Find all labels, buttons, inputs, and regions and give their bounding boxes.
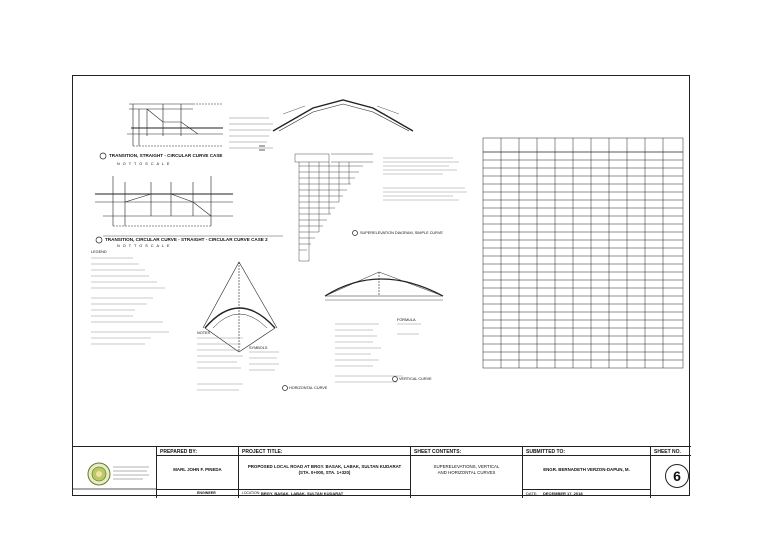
sheet-contents-cell	[411, 447, 523, 498]
prepared-by-label: PREPARED BY:	[160, 449, 198, 455]
project-title-line2: (STA. 0+000, STA. 1+320)	[298, 470, 351, 475]
project-title-line1: PROPOSED LOCAL ROAD AT BRGY. BASAK, LABAK, SULTAN KUDARAT	[247, 464, 402, 469]
horizontal-curve-figure	[203, 262, 277, 352]
logo-cell	[73, 447, 157, 498]
drawing-area	[73, 76, 691, 446]
project-title-label: PROJECT TITLE:	[242, 449, 283, 455]
case1-scale: N O T T O S C A L E	[117, 162, 171, 166]
date-label: DATE:	[526, 491, 538, 496]
location-value: BRGY. BASAK, LABAK, SULTAN KUDARAT	[261, 491, 344, 496]
seal-logo	[73, 447, 157, 498]
sheet-contents-line1: SUPERELEVATIONS, VERTICAL	[433, 464, 500, 469]
drawing-sheet	[72, 75, 690, 496]
prepared-by-role: ENGINEER	[197, 491, 216, 495]
superelevation-title: SUPERELEVATION DIAGRAM, SIMPLE CURVE	[360, 231, 443, 235]
location-label: LOCATION:	[242, 491, 261, 495]
prepared-by-cell	[157, 447, 239, 498]
case2-scale: N O T T O S C A L E	[117, 244, 171, 248]
case1-detail	[127, 104, 223, 146]
date-value: DECEMBER 17, 2018	[543, 491, 583, 496]
case2-title: TRANSITION, CIRCULAR CURVE - STRAIGHT - CIRCULAR CURVE CASE 2	[105, 237, 268, 242]
sheet-no-cell	[651, 447, 691, 498]
case2-detail	[95, 176, 283, 236]
title-block	[73, 446, 691, 497]
submitted-to-cell	[523, 447, 651, 498]
data-table	[483, 138, 683, 368]
symbols-heading: SYMBOLS	[249, 346, 268, 350]
notes-heading: NOTES	[197, 331, 211, 335]
project-title-cell	[239, 447, 411, 498]
legend-heading: LEGEND	[91, 250, 107, 254]
sheet-contents-label: SHEET CONTENTS:	[414, 449, 462, 455]
sheet-no-label: SHEET NO.	[654, 449, 681, 455]
submitted-to-label: SUBMITTED TO:	[526, 449, 566, 455]
horizontal-curve-title: HORIZONTAL CURVE	[289, 386, 328, 390]
crown-profile	[273, 100, 413, 131]
sheet-no-value: 6	[665, 464, 689, 488]
formula-heading: FORMULA	[397, 318, 416, 322]
vertical-curve-title: VERTICAL CURVE	[399, 377, 432, 381]
vertical-curve-figure	[325, 272, 443, 300]
submitted-to-name: ENGR. BERNADETH VERZON-DAPUN, M.	[543, 467, 630, 472]
sheet-contents-line2: AND HORIZONTAL CURVES	[437, 470, 496, 475]
case1-title: TRANSITION, STRAIGHT - CIRCULAR CURVE CASE	[109, 153, 223, 158]
prepared-by-name: MARL JOHN F. PINEDA	[173, 467, 222, 472]
superelevation-table	[295, 154, 373, 261]
drawing-linework	[73, 76, 691, 446]
